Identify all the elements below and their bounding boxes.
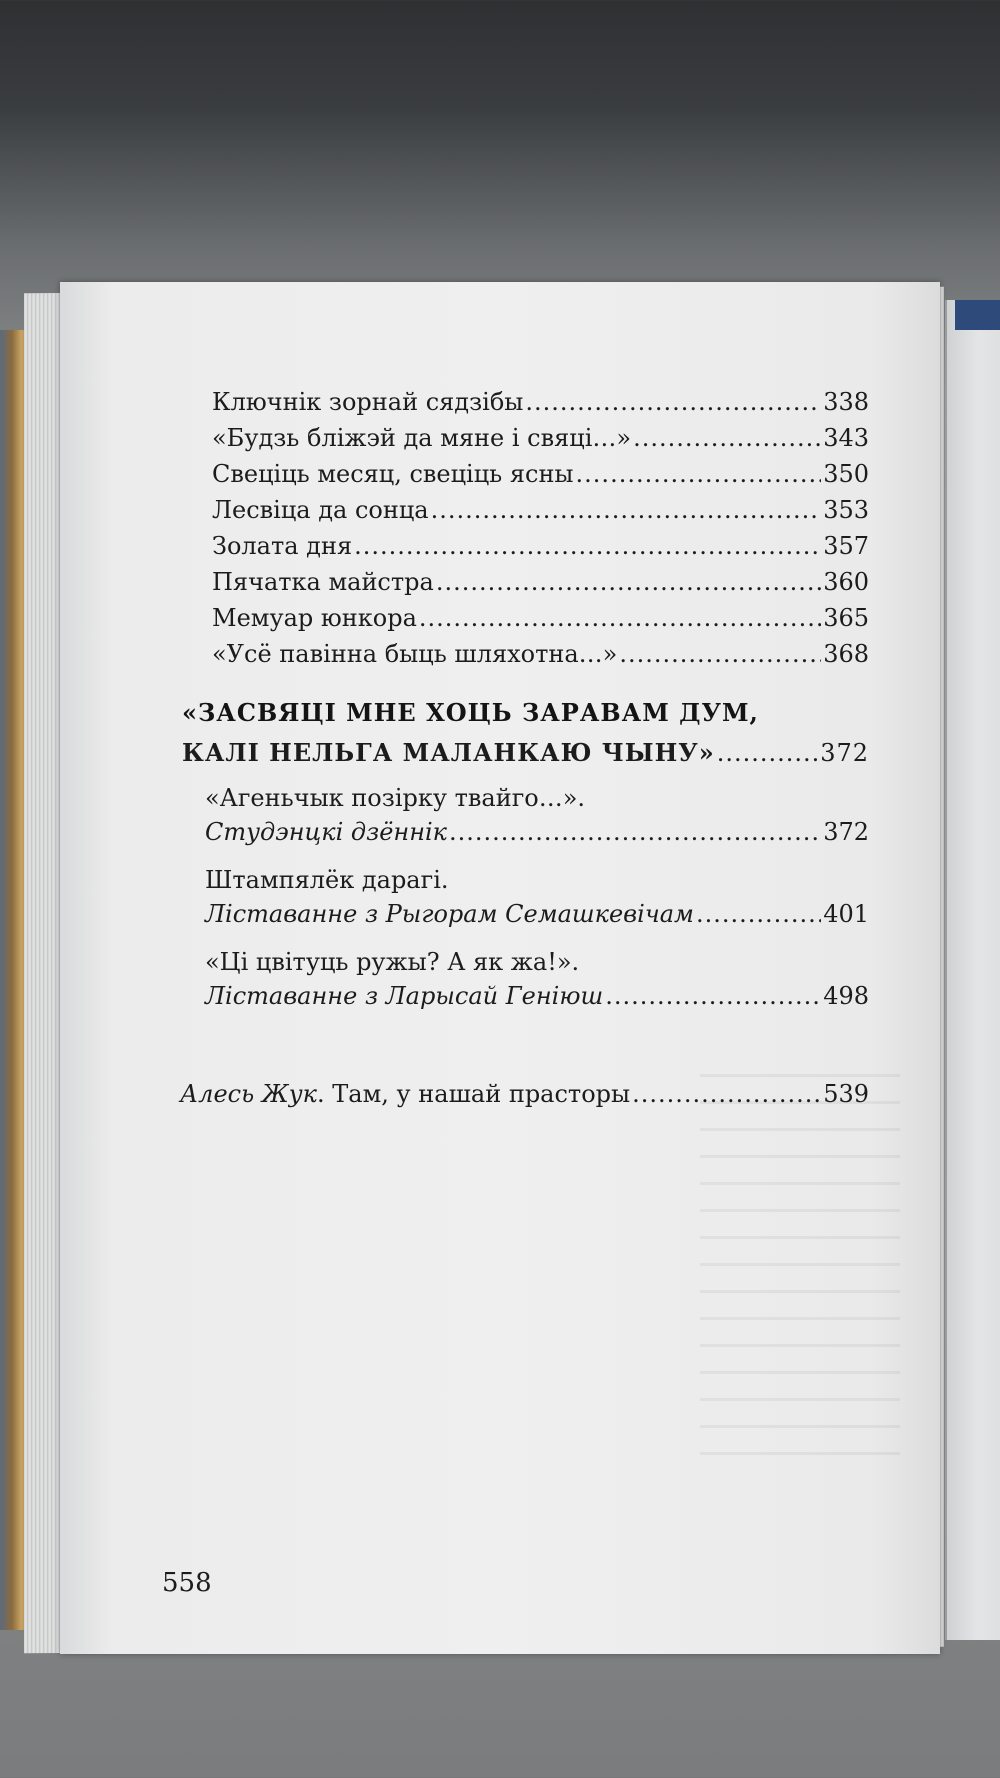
afterword-author: Алесь Жук <box>180 1080 318 1108</box>
toc-entry: Ключнік зорнай сядзібы ..... 338 <box>212 388 869 416</box>
show-through-text <box>700 1050 900 1470</box>
toc-entry: Мемуар юнкора ..... 365 <box>212 604 869 632</box>
toc-entry: Пячатка майстра ..... 360 <box>212 568 869 596</box>
subentry: Ліставанне з Рыгорам Семашкевічам ..... 401 <box>205 900 869 928</box>
facing-page-edge <box>945 300 1000 1640</box>
toc-entry: Золата дня ..... 357 <box>212 532 869 560</box>
subentry: Ліставанне з Ларысай Геніюш ..... 498 <box>205 982 869 1010</box>
book-cover-right-edge <box>955 300 1000 330</box>
subentry-title: «Агеньчык позірку твайго…». <box>205 784 586 812</box>
subentry-title: «Ці цвітуць ружы? А як жа!». <box>205 948 580 976</box>
section-heading-line1: «ЗАСВЯЦІ МНЕ ХОЦЬ ЗАРАВАМ ДУМ, <box>182 698 759 727</box>
toc-entry: Лесвіца да сонца ..... 353 <box>212 496 869 524</box>
section-heading-line2: КАЛІ НЕЛЬГА МАЛАНКАЮ ЧЫНУ» ..... 372 <box>182 738 869 767</box>
toc-entry: Свеціць месяц, свеціць ясны ..... 350 <box>212 460 869 488</box>
toc-entry: «Усё павінна быць шляхотна…» ..... 368 <box>212 640 869 668</box>
page-number: 558 <box>162 1568 212 1598</box>
subentry: Студэнцкі дзённік ..... 372 <box>205 818 869 846</box>
subentry-title: Штампялёк дарагі. <box>205 866 449 894</box>
afterword-entry: Алесь Жук. Там, у нашай прасторы ..... 539 <box>180 1080 869 1108</box>
toc-entry: «Будзь бліжэй да мяне і свяці…» ..... 343 <box>212 424 869 452</box>
